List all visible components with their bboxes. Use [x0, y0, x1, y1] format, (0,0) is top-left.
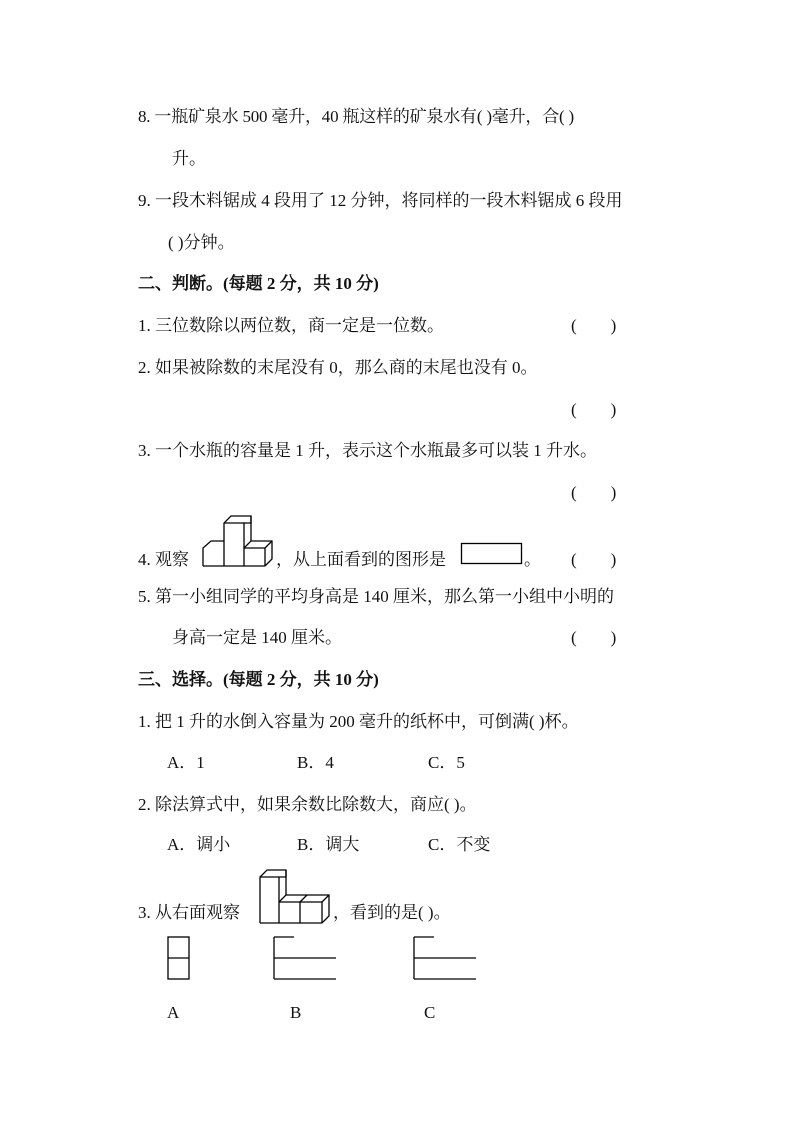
choice-q1-option-b[interactable]: B．4 [297, 753, 334, 772]
judge-question-4-suffix: 。 [524, 550, 541, 569]
choice-q3-option-a[interactable]: A [167, 1003, 180, 1022]
question-9-line2: ( )分钟。 [168, 233, 235, 252]
judge-question-4-middle: ，从上面看到的图形是 [276, 550, 446, 569]
choice-question-1: 1. 把 1 升的水倒入容量为 200 毫升的纸杯中，可倒满( )杯。 [138, 712, 579, 731]
section-2-heading: 二、判断。(每题 2 分，共 10 分) [138, 274, 379, 293]
choice-q2-option-c[interactable]: C．不变 [428, 835, 491, 854]
judge-question-5-line1: 5. 第一小组同学的平均身高是 140 厘米，那么第一小组中小明的 [138, 587, 614, 606]
judge-answer-blank-4[interactable]: ( ) [571, 550, 617, 569]
question-8-line1: 8. 一瓶矿泉水 500 毫升，40 瓶这样的矿泉水有( )毫升，合( ) [138, 107, 574, 126]
choice-q1-option-a[interactable]: A．1 [167, 753, 205, 772]
top-view-rectangle-figure [461, 543, 523, 565]
question-8-line2: 升。 [172, 149, 206, 168]
judge-question-2: 2. 如果被除数的末尾没有 0，那么商的末尾也没有 0。 [138, 358, 538, 377]
question-9-line1: 9. 一段木料锯成 4 段用了 12 分钟，将同样的一段木料锯成 6 段用 [138, 191, 623, 210]
option-a-figure [167, 936, 191, 980]
three-cube-solid-figure [202, 514, 274, 568]
option-b-figure [273, 936, 339, 980]
choice-q2-option-a[interactable]: A．调小 [167, 835, 231, 854]
judge-question-5-line2: 身高一定是 140 厘米。 [172, 628, 342, 647]
choice-question-3-suffix: ，看到的是( )。 [333, 903, 451, 922]
option-c-figure [413, 936, 479, 980]
judge-question-3: 3. 一个水瓶的容量是 1 升，表示这个水瓶最多可以装 1 升水。 [138, 441, 597, 460]
judge-question-1: 1. 三位数除以两位数，商一定是一位数。 [138, 316, 444, 335]
choice-q3-option-c[interactable]: C [424, 1003, 436, 1022]
judge-answer-blank-3[interactable]: ( ) [571, 483, 617, 502]
judge-answer-blank-5[interactable]: ( ) [571, 628, 617, 647]
choice-q3-option-b[interactable]: B [290, 1003, 302, 1022]
choice-question-3-prefix: 3. 从右面观察 [138, 903, 240, 922]
choice-question-2: 2. 除法算式中，如果余数比除数大，商应( )。 [138, 795, 477, 814]
judge-answer-blank-2[interactable]: ( ) [571, 400, 617, 419]
choice-q2-option-b[interactable]: B．调大 [297, 835, 360, 854]
l-shaped-cube-solid-figure [259, 868, 331, 924]
judge-answer-blank-1[interactable]: ( ) [571, 316, 617, 335]
section-3-heading: 三、选择。(每题 2 分，共 10 分) [138, 670, 379, 689]
choice-q1-option-c[interactable]: C．5 [428, 753, 465, 772]
judge-question-4-prefix: 4. 观察 [138, 550, 189, 569]
